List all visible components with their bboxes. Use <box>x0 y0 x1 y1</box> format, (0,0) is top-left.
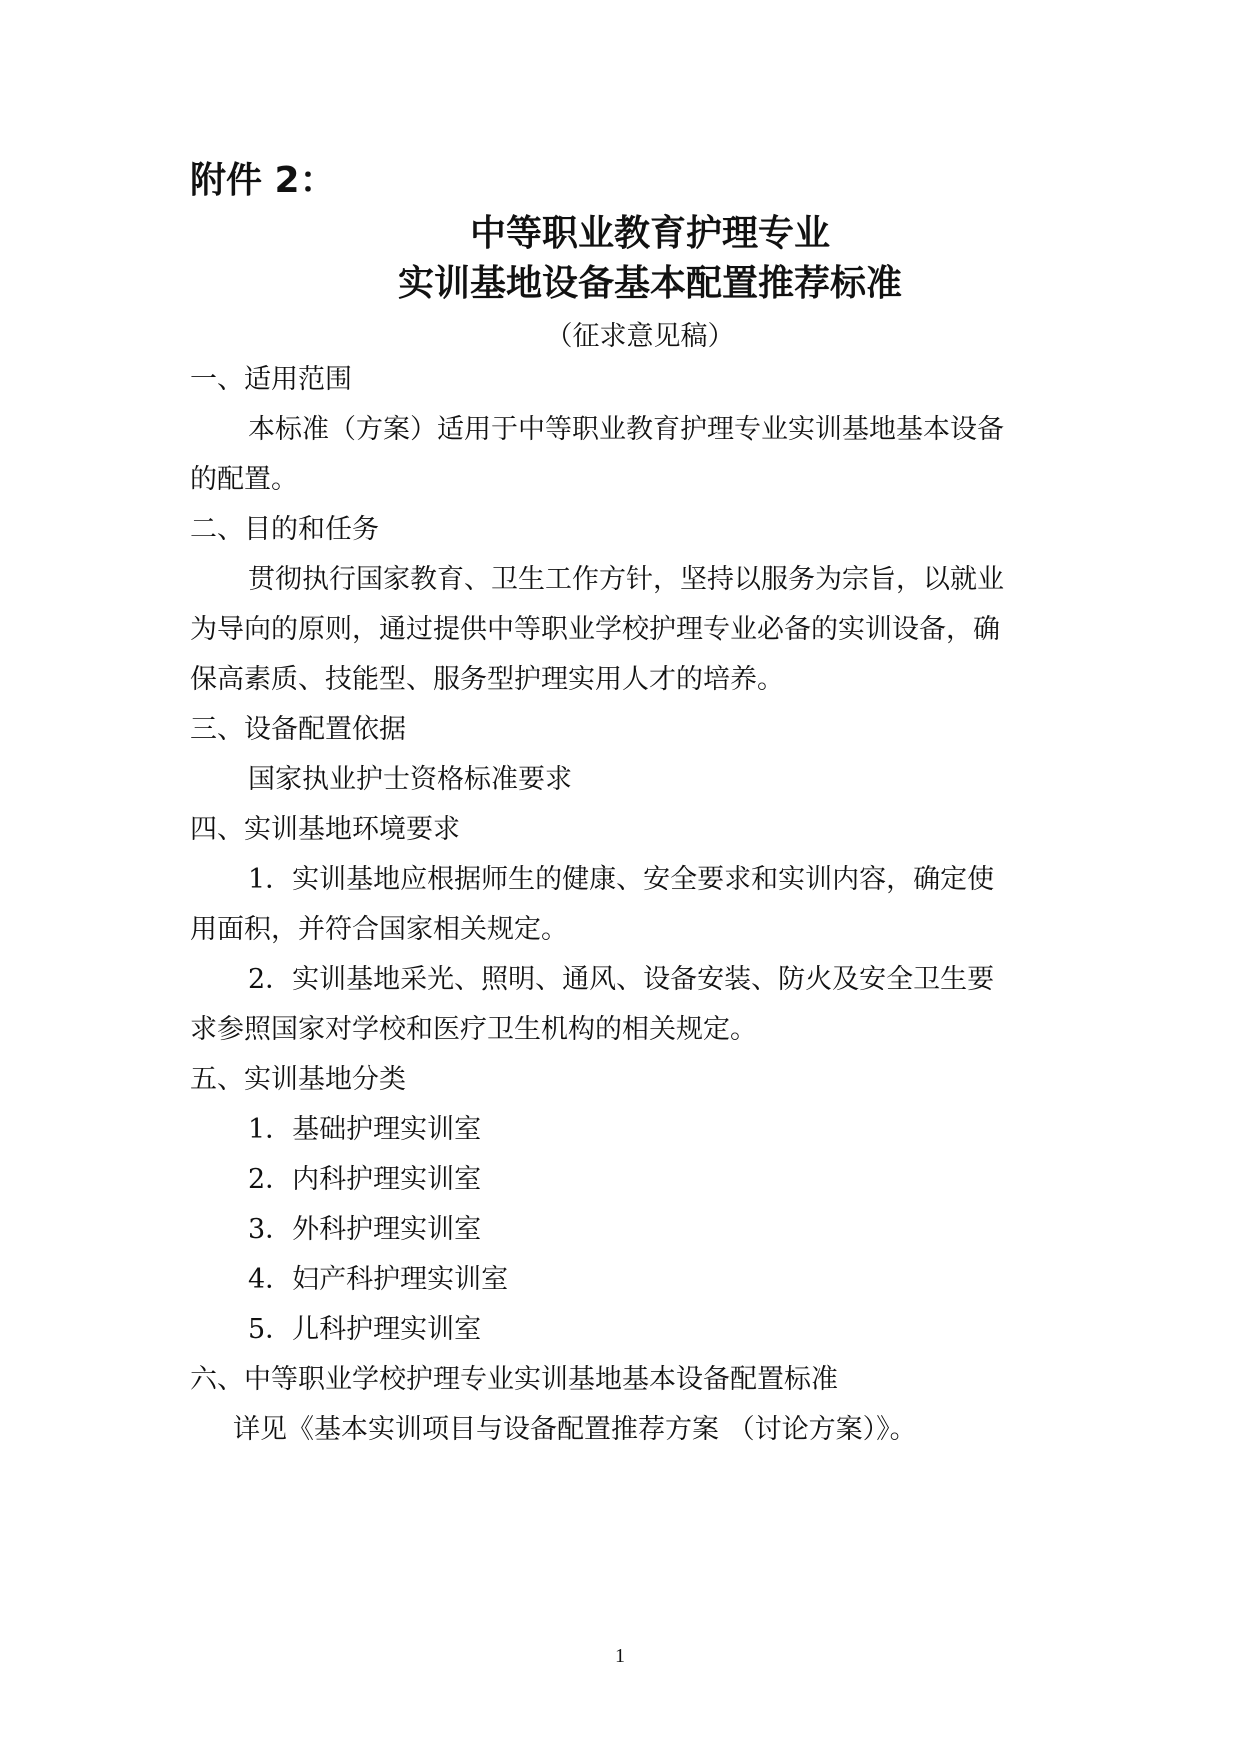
paragraph-line: 的配置。 <box>190 464 298 495</box>
paragraph-line: 用面积，并符合国家相关规定。 <box>190 914 568 945</box>
paragraph-line: 为导向的原则，通过提供中等职业学校护理专业必备的实训设备，确 <box>190 614 1000 645</box>
paragraph-line: 详见《基本实训项目与设备配置推荐方案 （讨论方案）》。 <box>233 1414 917 1445</box>
paragraph-line: 本标准（方案）适用于中等职业教育护理专业实训基地基本设备 <box>248 414 1004 445</box>
document-title-line2: 实训基地设备基本配置推荐标准 <box>397 263 902 304</box>
section-heading: 四、实训基地环境要求 <box>190 814 460 845</box>
paragraph-line: 贯彻执行国家教育、卫生工作方针，坚持以服务为宗旨，以就业 <box>248 564 1004 595</box>
paragraph-line: 1．实训基地应根据师生的健康、安全要求和实训内容，确定使 <box>248 864 995 895</box>
attachment-label: 附件 2： <box>190 160 336 201</box>
paragraph-line: 求参照国家对学校和医疗卫生机构的相关规定。 <box>190 1014 757 1045</box>
paragraph-line: 2．实训基地采光、照明、通风、设备安装、防火及安全卫生要 <box>248 964 995 995</box>
paragraph-line: 保高素质、技能型、服务型护理实用人才的培养。 <box>190 664 784 695</box>
list-item: 1．基础护理实训室 <box>248 1114 482 1145</box>
document-title-line1: 中等职业教育护理专业 <box>469 213 830 254</box>
section-heading: 一、适用范围 <box>190 364 352 395</box>
section-heading: 六、中等职业学校护理专业实训基地基本设备配置标准 <box>190 1364 838 1395</box>
list-item: 2．内科护理实训室 <box>248 1164 482 1195</box>
section-heading: 二、目的和任务 <box>190 514 379 545</box>
paragraph-line: 国家执业护士资格标准要求 <box>248 764 572 795</box>
list-item: 4．妇产科护理实训室 <box>248 1264 509 1295</box>
section-heading: 五、实训基地分类 <box>190 1064 406 1095</box>
list-item: 3．外科护理实训室 <box>248 1214 482 1245</box>
page-number: 1 <box>615 1645 625 1667</box>
section-heading: 三、设备配置依据 <box>190 714 406 745</box>
document-subtitle: （征求意见稿） <box>545 321 735 352</box>
list-item: 5．儿科护理实训室 <box>248 1314 482 1345</box>
